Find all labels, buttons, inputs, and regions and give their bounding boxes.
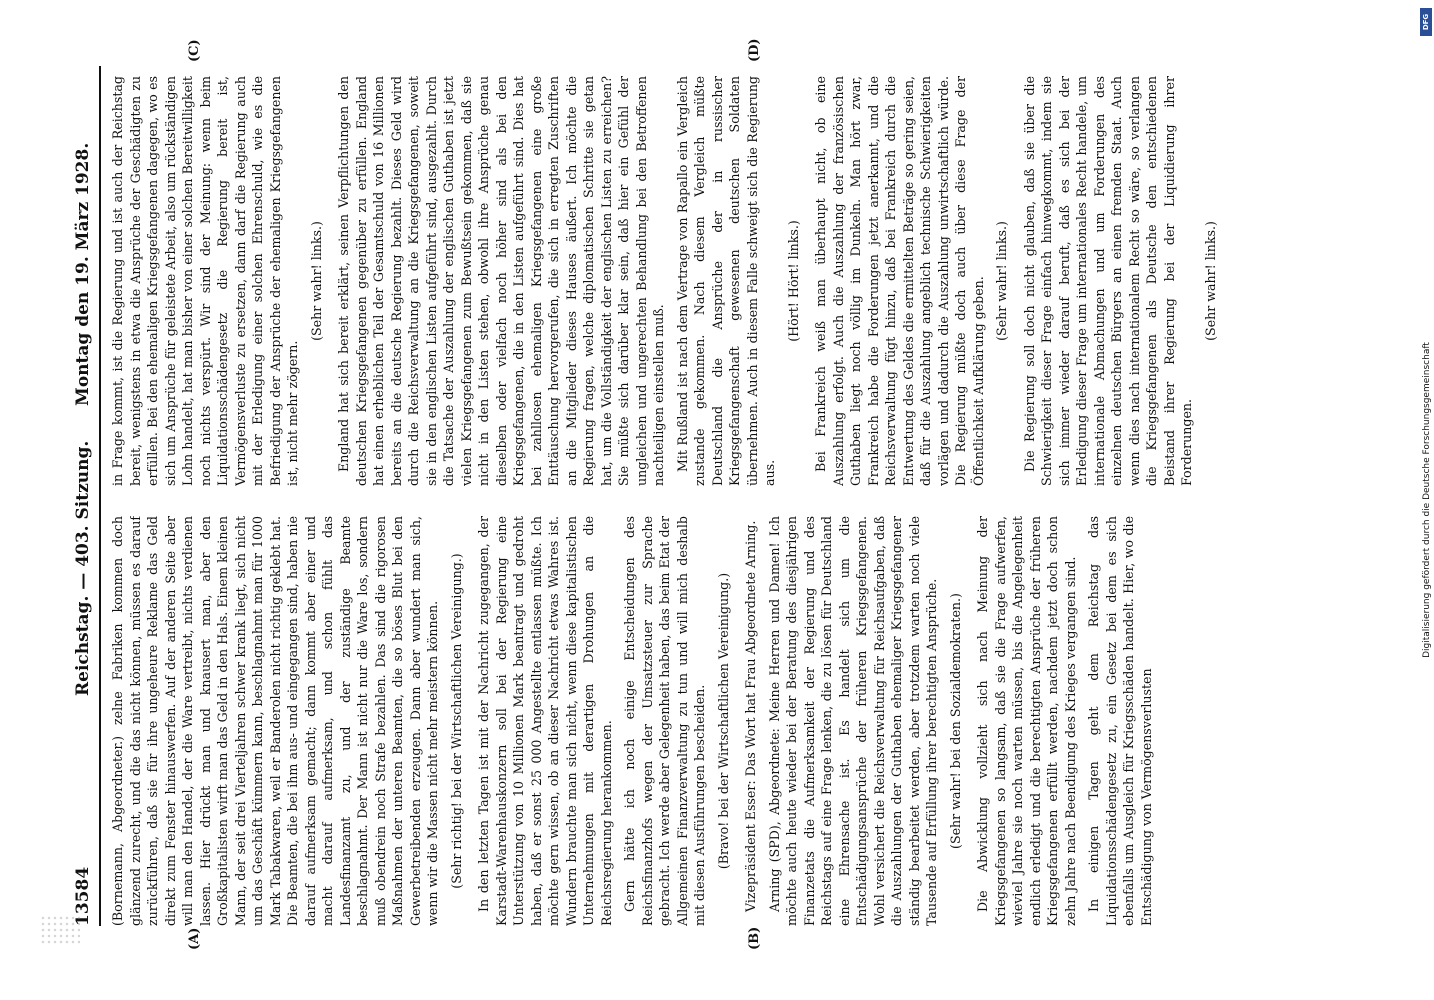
session-title: Reichstag. — 403. Sitzung. xyxy=(73,440,93,696)
interjection: (Sehr wahr! links.) xyxy=(308,221,324,341)
right-column xyxy=(109,76,1339,486)
interjection: (Sehr wahr! links.) xyxy=(1202,221,1218,341)
page-number: 13584 xyxy=(73,866,93,926)
interjection: (Sehr wahr! links.) xyxy=(994,221,1009,341)
session-date: Montag den 19. März 1928. xyxy=(73,142,93,406)
paragraph: (Bornemann, Abgeordneter.) zelne Fabriken kommen doch glänzend zurecht, und die das nicht können, müssen es darauf zurückführen, daß sie für ihre ungeheure Reklame das Geld direkt zum Fenster hinauswerfen. Auf der anderen Seite aber will man den Handel, der die Ware vertreibt, nichts verdienen lassen. Hier drückt man und knausert man, aber den Großkapitalisten wirft man das Geld in den Hals. Einem kleinen Mann, der seit drei Vierteljahren schwer krank liegt, sich nicht um das Geschäft kümmern kann, beschlagnahmt man für 1000 Mark Tabakwaren, weil er Banderolen nicht richtig geklebt hat. Die Beamten, die bei ihm aus- und eingegangen sind, haben nie darauf aufmerksam gemacht; dann kommt aber einer und macht darauf aufmerksam, und schon fühlt das Landesfinanzamt zu, und der zuständige Beamte beschlagnahmt. Der Mann ist nicht nur die Ware los, sondern muß obendrein noch Strafe bezahlen. Das sind die rigorosen Maßnahmen der unteren Beamten, die so böses Blut bei den Gewerbetreibenden erzeugen. Dann aber wundert man sich, wenn wir die Massen nicht mehr meistern können. xyxy=(110,516,440,926)
interjection: (Bravo! bei der Wirtschaftlichen Vereinigung.) xyxy=(715,572,731,870)
paragraph: In den letzten Tagen ist mit der Nachricht zugegangen, der Karstadt-Warenhauskonzern soll bei der Regierung eine Unterstützung von 10 Millionen Mark beantragt und gedroht haben, daß er sonst 25 000 Angestellte entlassen müßte. Ich möchte gern wissen, ob an dieser Nachricht etwas Wahres ist. Wundern brauchte man sich nicht, wenn diese kapitalistischen Unternehmungen mit derartigen Drohungen an die Reichsregierung herankommen. xyxy=(476,516,614,926)
margin-marker-b: (B) xyxy=(747,926,762,950)
margin-marker-c: (C) xyxy=(187,39,202,62)
paragraph: In einigen Tagen geht dem Reichstag das Liquidationsschädengesetz zu, ein Gesetz bei dem es sich ebenfalls um Ausgleich für Kriegsschäden handelt. Hier, wo die Entschädigung von Vermögensverlusten xyxy=(1086,516,1154,926)
paragraph: Bei Frankreich weiß man überhaupt nicht, ob eine Auszahlung erfolgt. Auch die Auszahlung der französischen Guthaben liegt noch völlig im Dunkeln. Man hört zwar, Frankreich habe die Forderungen jetzt anerkannt, und die Reichsverwaltung fügt hinzu, daß bei Frankreich durch die Entwertung des Geldes die ermittelten Beträge so gering seien, daß für die Auszahlung angeblich technische Schwierigkeiten vorlägen und dadurch die Auszahlung unwirtschaftlich würde. Die Regierung müßte doch auch über diese Frage der Öffentlichkeit Aufklärung geben. xyxy=(813,76,986,486)
paragraph: Arning (SPD), Abgeordnete: Meine Herren und Damen! Ich möchte auch heute wieder bei der Beratung des diesjährigen Finanzetats die Aufmerksamkeit der Regierung und des Reichstags auf eine Frage lenken, die zu lösen für Deutschland eine Ehrensache ist. Es handelt sich um die Entschädigungsansprüche der früheren Kriegsgefangenen. Wohl versichert die Reichsverwaltung für Reichsaufgaben, daß die Auszahlungen der Guthaben ehemaliger Kriegsgefangener ständig bearbeitet werden, aber trotzdem warten noch viele Tausende auf Erfüllung ihrer berechtigten Ansprüche. xyxy=(766,516,939,926)
paragraph: England hat sich bereit erklärt, seinen Verpflichtungen den deutschen Kriegsgefangenen gegenüber zu erfüllen. England hat einen erheblichen Teil der Gesamtschuld von 16 Millionen bereits an die deutsche Regierung bezahlt. Dieses Geld wird durch die Reichsverwaltung an die Kriegsgefangenen, soweit sie in den englischen Listen aufgeführt sind, ausgezahlt. Durch die Tatsache der Auszahlung der englischen Guthaben ist jetzt vielen Kriegsgefangenen zum Bewußtsein gekommen, daß sie nicht in den Listen stehen, obwohl ihre Ansprüche genau dieselben oder vielfach noch höher sind als bei den Kriegsgefangenen, die in den Listen aufgeführt sind. Dies hat bei zahllosen ehemaligen Kriegsgefangenen eine große Enttäuschung hervorgerufen, die sich in erregten Zuschriften an die Mitglieder dieses Hauses äußert. Ich möchte die Regierung fragen, welche diplomatischen Schritte sie getan hat, um die Vollständigkeit der englischen Listen zu erreichen? Sie müßte sich darüber klar sein, daß hier ein Gefühl der ungleichen und ungerechten Behandlung bei den Betroffenen nachteiligen einstellen muß. xyxy=(336,76,666,486)
interjection: (Sehr wahr! bei den Sozialdemokraten.) xyxy=(947,593,963,849)
paragraph: Die Regierung soll doch nicht glauben, daß sie über die Schwierigkeit dieser Frage einfach hinwegkommt, indem sie sich immer wieder darauf beruft, daß es sich bei der Erledigung dieser Frage um internationales Recht handele, um internationale Abmachungen und um Forderungen des einzelnen deutschen Bürgers an einen fremden Staat. Auch wenn dies nach internationalem Recht so wäre, so verlangen die Kriegsgefangenen als Deutsche den entschiedenen Beistand ihrer Regierung bei der Liquidierung ihrer Forderungen. xyxy=(1021,76,1194,486)
dfg-logo: DFG xyxy=(1420,8,1432,36)
interjection: (Sehr richtig! bei der Wirtschaftlichen Vereinigung.) xyxy=(448,553,464,889)
paragraph: Mit Rußland ist nach dem Vertrage von Rapallo ein Vergleich zustande gekommen. Nach diesem Vergleich müßte Deutschland die Ansprüche der in russischer Kriegsgefangenschaft gewesenen deutschen Soldaten übernehmen. Auch in diesem Falle schweigt sich die Regierung aus. xyxy=(674,76,777,486)
paragraph: in Frage kommt, ist die Regierung und ist auch der Reichstag bereit, wenigstens in etwa die Ansprüche der Geschädigten zu erfüllen. Bei den ehemaligen Kriegsgefangenen dagegen, wo es sich um Ansprüche für geleistete Arbeit, also um rückständigen Lohn handelt, hat man bisher von einer solchen Bereitwilligkeit noch nichts verspürt. Wir sind der Meinung: wenn beim Liquidationsschädengesetz die Regierung bereit ist, Vermögensverluste zu ersetzen, dann darf die Regierung auch mit der Erledigung einer solchen Ehrenschuld, wie es die Befriedigung der Ansprüche der ehemaligen Kriegsgefangenen ist, nicht mehr zögern. xyxy=(110,76,300,486)
page-header xyxy=(69,66,101,926)
scanned-page xyxy=(47,20,1387,980)
scan-smudge xyxy=(40,915,80,945)
paragraph: Die Abwicklung vollzieht sich nach Meinung der Kriegsgefangenen so langsam, daß sie die Frage aufwerfen, wieviel Jahre sie noch warten müssen, bis die Angelegenheit endlich erledigt und die berechtigten Ansprüche der früheren Kriegsgefangenen erfüllt werden, nachdem jetzt doch schon zehn Jahre nach Beendigung des Krieges vergangen sind. xyxy=(975,516,1078,926)
paragraph: Vizepräsident Esser: Das Wort hat Frau Abgeordnete Arning. xyxy=(743,520,758,912)
interjection: (Hört! Hört! links.) xyxy=(785,220,801,342)
paragraph: Gern hätte ich noch einige Entscheidungen des Reichsfinanzhofs wegen der Umsatzsteuer zur Sprache gebracht. Ich werde aber Gelegenheit haben, das beim Etat der Allgemeinen Finanzverwaltung zu tun und will mich deshalb mit diesen Ausführungen bescheiden. xyxy=(622,516,707,926)
margin-marker-d: (D) xyxy=(747,38,762,62)
left-column xyxy=(109,516,1339,926)
digitization-credit: Digitalisierung gefördert durch die Deutsche Forschungsgemeinschaft xyxy=(1422,342,1432,658)
margin-marker-a: (A) xyxy=(187,927,202,950)
